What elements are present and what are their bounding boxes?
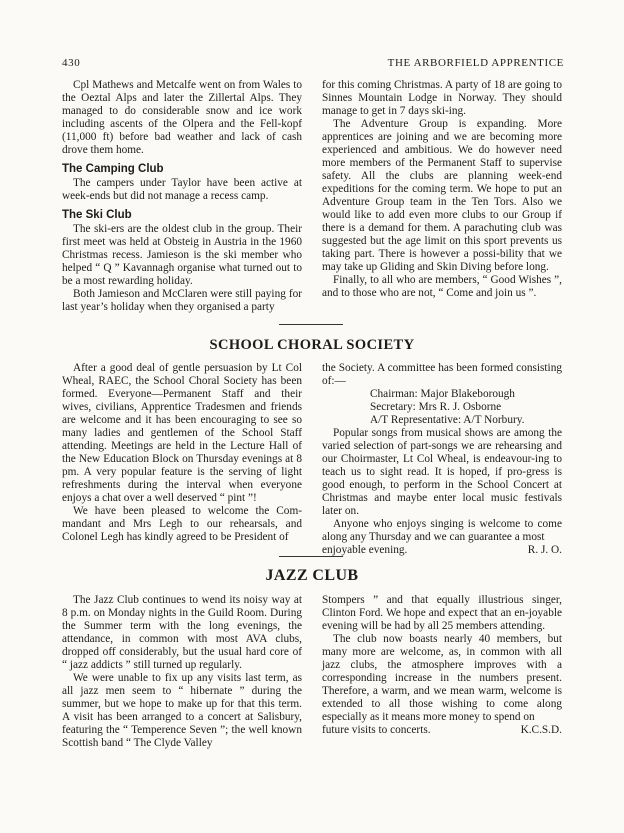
choral-section — [62, 362, 562, 557]
jazz-club-heading: JAZZ CLUB — [265, 567, 359, 584]
choral-signoff — [322, 544, 562, 557]
committee-representative: A/T Representative: A/T Norbury. — [370, 414, 525, 426]
ski-club-paragraph: The ski-ers are the oldest club in the group. Their first meet was held at Obsteig in Austria in the 1960 Christmas recess. Jamieson is the ski member who helped “ Q ” Kavannagh organise what turned out to be a most rewarding holiday. — [62, 223, 302, 287]
ski-club-paragraph-2: Both Jamieson and McClaren were still paying for last year’s holiday when they organised a party — [62, 288, 302, 313]
jazz-paragraph: The Jazz Club continues to wend its noisy way at 8 p.m. on Monday nights in the Guild Room. During the Summer term with the long evenings, the attendance, in common with most AVA clubs, dropped off considerably, but the usual hard core of “ jazz addicts ” still turned up regularly. — [62, 594, 302, 671]
choral-left-column — [62, 362, 302, 557]
choral-paragraph: After a good deal of gentle persuasion by Lt Col Wheal, RAEC, the School Choral Society has been formed. Everyone—Permanent Staff and their wives, civilians, Apprentice Tradesmen and friends are welcome and it has been encouraging to see so many ladies and gentlemen of the School Staff attending. Meetings are held in the Lecture Hall of the New Education Block on Thursday evenings at 8 pm. A very popular feature is the serving of light refreshments during the interval when everyone enjoys a chat over a well deserved “ pint ”! — [62, 362, 302, 504]
choral-paragraph-2: We have been pleased to welcome the Com-mandant and Mrs Legh to our rehearsals, and Colonel Legh has kindly agreed to be President of — [62, 505, 302, 543]
adventure-group-paragraph: The Adventure Group is expanding. More apprentices are joining and we are becoming more experienced and ambitious. We do however need more members of the Permanent Staff to supervise safety. All the clubs are planning week-end expeditions for the coming term. We hope to put an Adventure Group team in the Ten Tors. Also we would like to add even more clubs to our Group if there is a demand for them. A parachuting club was suggested but the age limit on this sport prevents us taking part. There is however a possi-bility that we may take up Gliding and Skin Diving before long. — [322, 118, 562, 273]
running-title: THE ARBORFIELD APPRENTICE — [387, 57, 564, 69]
wales-paragraph: Cpl Mathews and Metcalfe went on from Wales to the Oeztal Alps and later the Zillertal Alps. They managed to do considerable snow and ice work including ascents of the Olpera and the Fell-kopf (11,000 ft) before bad weather and lack of cash drove them home. — [62, 79, 302, 156]
section-divider — [279, 324, 343, 325]
camping-club-heading: The Camping Club — [62, 163, 164, 175]
jazz-signoff — [322, 724, 562, 737]
choral-right-column — [322, 362, 562, 557]
jazz-section — [62, 594, 562, 750]
page-header — [62, 57, 564, 69]
jazz-right-column — [322, 594, 562, 750]
ski-club-continued: for this coming Christmas. A party of 18 are going to Sinnes Mountain Lodge in Norway. They should manage to get in 7 days ski-ing. — [322, 79, 562, 117]
choral-continued: the Society. A committee has been formed consisting of:— — [322, 362, 562, 387]
closing-paragraph: Finally, to all who are members, “ Good Wishes ”, and to those who are not, “ Come and join us ”. — [322, 274, 562, 299]
popular-songs-paragraph: Popular songs from musical shows are among the varied selection of part-songs we are rehearsing and our Choirmaster, Lt Col Wheal, is endeavour-ing to teach us to sight read. It is hoped, if pro-gress is good enough, to perform in the School Concert at Christmas and maybe enter local music festivals later on. — [322, 427, 562, 517]
section-divider — [279, 556, 343, 557]
committee-secretary: Secretary: Mrs R. J. Osborne — [370, 401, 502, 413]
choral-last-line: enjoyable evening. — [322, 544, 408, 556]
jazz-signature: K.C.S.D. — [520, 724, 562, 736]
top-section — [62, 79, 562, 314]
page-number: 430 — [62, 57, 81, 69]
jazz-left-column — [62, 594, 302, 750]
choral-signature: R. J. O. — [527, 544, 562, 556]
camping-club-paragraph: The campers under Taylor have been active at week-ends but did not manage a recess camp. — [62, 177, 302, 202]
top-right-column — [322, 79, 562, 314]
top-left-column — [62, 79, 302, 314]
jazz-membership-paragraph: The club now boasts nearly 40 members, but many more are welcome, as, in common with all jazz clubs, the atmosphere improves with a corresponding increase in the numbers present. Therefore, a warm, and we mean warm, welcome is extended to all those wishing to come along especially as it means more money to spend on — [322, 633, 562, 723]
invitation-paragraph: Anyone who enjoys singing is welcome to come along any Thursday and we can guarantee a most — [322, 518, 562, 543]
ski-club-heading: The Ski Club — [62, 209, 132, 221]
jazz-last-line: future visits to concerts. — [322, 724, 431, 736]
choral-society-heading: SCHOOL CHORAL SOCIETY — [209, 337, 415, 353]
jazz-paragraph-2: We were unable to fix up any visits last term, as all jazz men seem to “ hibernate ” during the summer, but we hope to make up for that this term. A visit has been arranged to a concert at Salisbury, featuring the “ Temperence Seven ”; the well known Scottish band “ The Clyde Valley — [62, 672, 302, 749]
committee-chairman: Chairman: Major Blakeborough — [370, 388, 515, 400]
jazz-continued: Stompers ” and that equally illustrious singer, Clinton Ford. We hope and expect that an en-joyable evening will be had by all 25 members attending. — [322, 594, 562, 632]
